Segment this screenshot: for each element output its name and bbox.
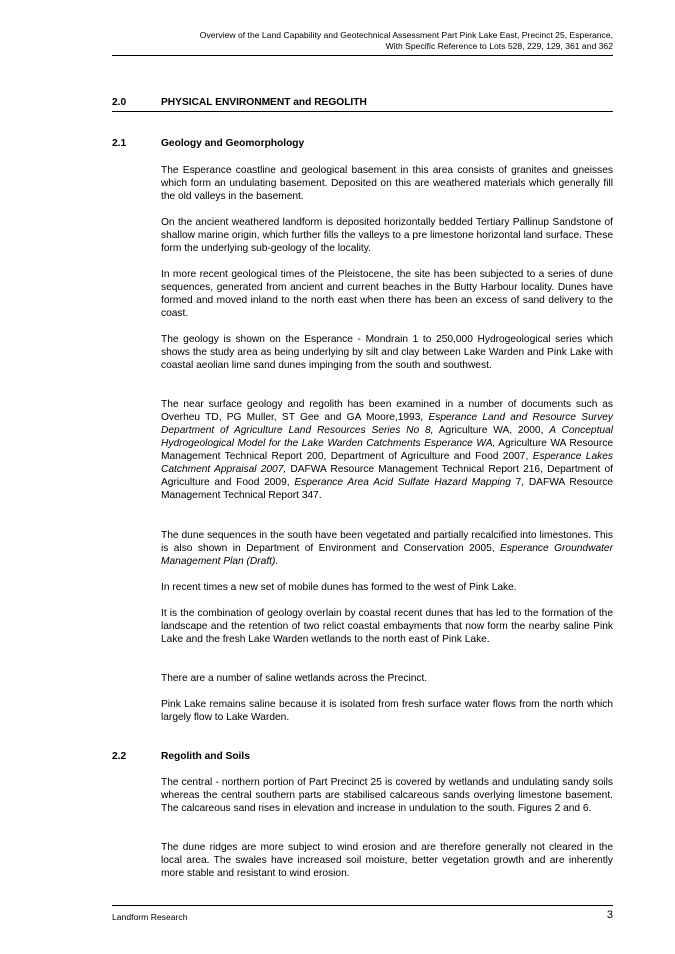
paragraph: It is the combination of geology overlain by coastal recent dunes that has led to the formation of the landscape and the retention of two relict coastal embayments that now form the nearby saline Pink Lake and the fresh Lake Warden wetlands to the north east of Pink Lake. xyxy=(161,608,613,645)
text-run: Agriculture WA Resource Management Technical Report 200, Department of Agriculture and Food 2007, xyxy=(161,438,613,462)
footer-company: Landform Research xyxy=(112,912,188,922)
header-line-2: With Specific Reference to Lots 528, 229, 129, 361 and 362 xyxy=(385,41,613,51)
paragraph: The geology is shown on the Esperance - Mondrain 1 to 250,000 Hydrogeological series which shows the study area as being underlying by silt and clay between Lake Warden and Pink Lake with coastal aeolian lime sand dunes impinging from the south and southwest. xyxy=(161,334,613,371)
subsection-heading-2-1 xyxy=(112,137,613,150)
paragraph: In more recent geological times of the Pleistocene, the site has been subjected to a series of dune sequences, generated from ancient and current beaches in the Butty Harbour locality. Dunes have formed and moved inland to the north east when there has been an excess of sand delivery to the coast. xyxy=(161,269,613,319)
paragraph: The Esperance coastline and geological basement in this area consists of granites and gneisses which form an undulating basement. Deposited on this are weathered materials which generally fill the old valleys in the basement. xyxy=(161,165,613,202)
paragraph: On the ancient weathered landform is deposited horizontally bedded Tertiary Pallinup Sandstone of shallow marine origin, which further fills the valleys to a pre limestone horizontal land surface. These form the underlying sub-geology of the locality. xyxy=(161,217,613,254)
citation-title: Esperance Land and Resource Survey Department of Agriculture Land Resources Series No 8, xyxy=(161,412,613,436)
paragraph: The dune ridges are more subject to wind erosion and are therefore generally not cleared in the local area. The swales have increased soil moisture, better vegetation growth and are inherently more stable and resistant to wind erosion. xyxy=(161,842,613,879)
paragraph-references xyxy=(161,398,613,502)
section-title: PHYSICAL ENVIRONMENT and REGOLITH xyxy=(161,97,367,108)
paragraph xyxy=(161,529,613,568)
paragraph: In recent times a new set of mobile dunes has formed to the west of Pink Lake. xyxy=(161,582,517,593)
subsection-title: Regolith and Soils xyxy=(161,751,250,762)
text-run: The near surface geology and regolith has been examined in a number of documents such as Overheu TD, PG Muller, ST Gee and GA Moore,1993, xyxy=(161,399,613,423)
text-run: Agriculture WA, 2000, xyxy=(433,425,550,436)
page-footer xyxy=(112,905,613,923)
subsection-heading-2-2 xyxy=(112,750,613,763)
section-number: 2.0 xyxy=(112,97,127,108)
citation-title: Esperance Lakes Catchment Appraisal 2007, xyxy=(161,451,613,475)
section-heading xyxy=(112,96,613,112)
paragraph: The central - northern portion of Part Precinct 25 is covered by wetlands and undulating sandy soils whereas the central southern parts are stabilised calcareous sands overlying limestone basement. The calcareous sand rises in elevation and increase in undulation to the south. Figures 2 and 6. xyxy=(161,777,613,814)
paragraph: There are a number of saline wetlands across the Precinct. xyxy=(161,673,428,684)
subsection-title: Geology and Geomorphology xyxy=(161,138,305,149)
running-header xyxy=(112,30,613,56)
text-run: DAFWA Resource Management Technical Report 216, Department of Agriculture and Food 2009, xyxy=(161,464,613,488)
citation-title: Esperance Area Acid Sulfate Hazard Mapping xyxy=(294,477,511,488)
text-run: 7, DAFWA Resource Management Technical Report 347. xyxy=(161,477,613,501)
subsection-number: 2.2 xyxy=(112,751,127,762)
subsection-number: 2.1 xyxy=(112,138,127,149)
citation-title: A Conceptual Hydrogeological Model for the Lake Warden Catchments Esperance WA, xyxy=(161,425,614,449)
citation-title: Esperance Groundwater Management Plan (Draft). xyxy=(161,543,613,567)
text-run: The dune sequences in the south have been vegetated and partially recalcified into limestones. This is also shown in Department of Environment and Conservation 2005, xyxy=(161,530,613,554)
page-number: 3 xyxy=(606,909,613,921)
paragraph: Pink Lake remains saline because it is isolated from fresh surface water flows from the north which largely flow to Lake Warden. xyxy=(161,699,613,723)
header-line-1: Overview of the Land Capability and Geotechnical Assessment Part Pink Lake East, Precinct 25, Esperance, xyxy=(199,30,613,40)
